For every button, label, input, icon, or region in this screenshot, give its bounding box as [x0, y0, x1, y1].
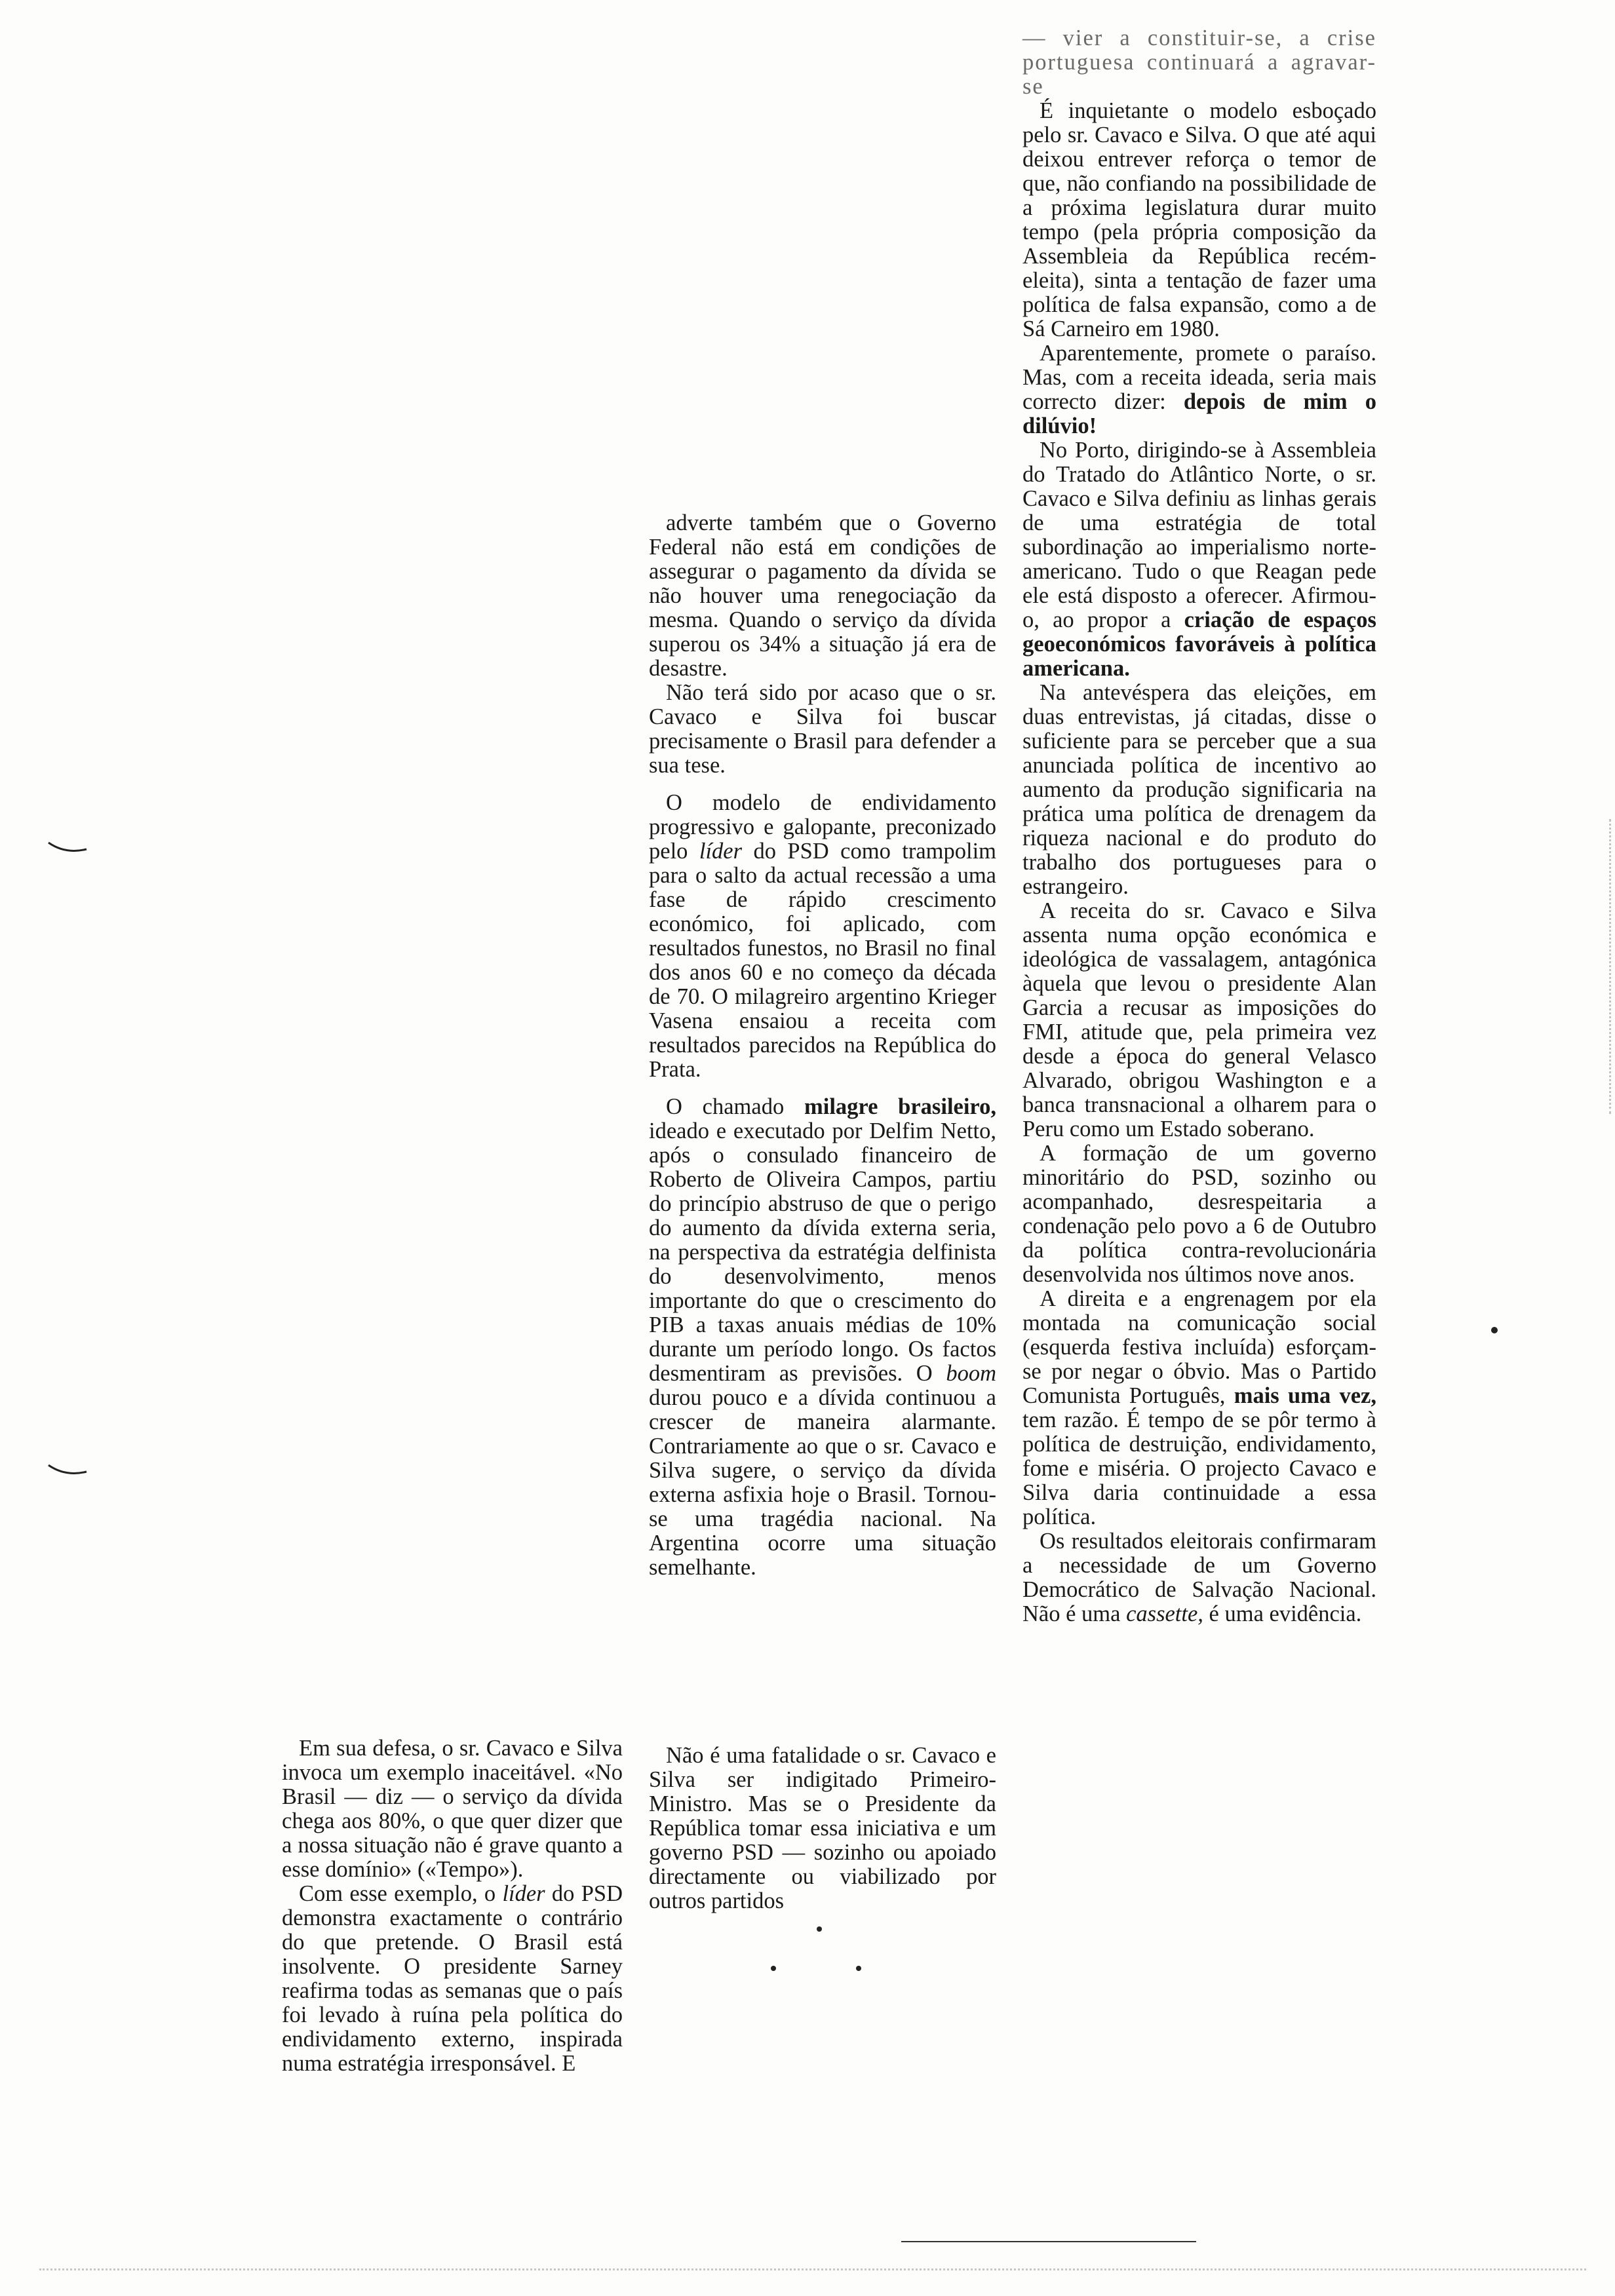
scan-speck — [1488, 1324, 1501, 1337]
paragraph: Os resultados eleitorais confirmaram a necessidade de um Governo Democrático de Salvação Nacional. Não é uma cassette, é uma evidência. — [1022, 1529, 1376, 1626]
paragraph: É inquietante o modelo esboçado pelo sr. Cavaco e Silva. O que até aqui deixou entrever reforça o temor de que, não confiando na possibilidade de a próxima legislatura durar muito tempo (pela própria composição da Assembleia da República recém-eleita), sinta a tentação de fazer uma política de falsa expansão, como a de Sá Carneiro em 1980. — [1022, 98, 1376, 341]
article-column-2 — [649, 511, 996, 1913]
scan-edge-noise — [1609, 819, 1613, 1114]
paragraph: Com esse exemplo, o líder do PSD demonstra exactamente o contrário do que pretende. O Brasil está insolvente. O presidente Sarney reafirma todas as semanas que o país foi levado à ruína pela política do endividamento externo, inspirada numa estratégia irresponsável. E — [282, 1881, 623, 2076]
paragraph: A formação de um governo minoritário do PSD, sozinho ou acompanhado, desrespeitaria a condenação pelo povo a 6 de Outubro da política contra-revolucionária desenvolvida nos últimos nove anos. — [1022, 1141, 1376, 1287]
paragraph: A receita do sr. Cavaco e Silva assenta numa opção económica e ideológica de vassalagem, antagónica àquela que levou o presidente Alan Garcia a recusar as imposições do FMI, atitude que, pela primeira vez desde a época do general Velasco Alvarado, obrigou Washington e a banca transnacional a olharem para o Peru como um Estado soberano. — [1022, 898, 1376, 1141]
section-separator-dots — [754, 1926, 885, 1985]
paragraph: Na antevéspera das eleições, em duas entrevistas, já citadas, disse o suficiente para se perceber que a sua anunciada política de incentivo ao aumento da produção significaria na prática uma política de drenagem da riqueza nacional e do produto do trabalho dos portugueses para o estrangeiro. — [1022, 680, 1376, 899]
paragraph: adverte também que o Governo Federal não está em condições de assegurar o pagamento da dívida se não houver uma renegociação da mesma. Quando o serviço da dívida superou os 34% a situação já era de desastre. — [649, 510, 996, 681]
paragraph: — vier a constituir-se, a crise portuguesa continuará a agravar-se — [1022, 26, 1376, 99]
paragraph: A direita e a engrenagem por ela montada na comunicação social (esquerda festiva incluída) esforçam-se por negar o óbvio. Mas o Partido Comunista Português, mais uma vez, tem razão. É tempo de se pôr termo à política de destruição, endividamento, fome e miséria. O projecto Cavaco e Silva daria continuidade a essa política. — [1022, 1286, 1376, 1529]
paragraph: Não é uma fatalidade o sr. Cavaco e Silva ser indigitado Primeiro-Ministro. Mas se o Presidente da República tomar essa iniciativa e um governo PSD — sozinho ou apoiado directamente ou viabilizado por outros partidos — [649, 1743, 996, 1913]
paragraph: No Porto, dirigindo-se à Assembleia do Tratado do Atlântico Norte, o sr. Cavaco e Silva definiu as linhas gerais de uma estratégia de total subordinação ao imperialismo norte-americano. Tudo o que Reagan pede ele está disposto a oferecer. Afirmou-o, ao propor a criação de espaços geoeconómicos favoráveis à política americana. — [1022, 438, 1376, 681]
article-column-1 — [282, 1736, 623, 2076]
scan-mark — [46, 1461, 92, 1481]
bottom-rule — [901, 2241, 1196, 2242]
scan-bottom-noise — [39, 2268, 1586, 2273]
article-column-3 — [1022, 26, 1376, 1626]
paragraph: O modelo de endividamento progressivo e galopante, preconizado pelo líder do PSD como trampolim para o salto da actual recessão a uma fase de rápido crescimento económico, foi aplicado, com resultados funestos, no Brasil no final dos anos 60 e no começo da década de 70. O milagreiro argentino Krieger Vasena ensaiou a receita com resultados parecidos na República do Prata. — [649, 790, 996, 1082]
paragraph: Aparentemente, promete o paraíso. Mas, com a receita ideada, seria mais correcto dizer: depois de mim o dilúvio! — [1022, 341, 1377, 438]
paragraph: Em sua defesa, o sr. Cavaco e Silva invoca um exemplo inaceitável. «No Brasil — diz — o serviço da dívida chega aos 80%, o que quer dizer que a nossa situação não é grave quanto a esse domínio» («Tempo»). — [282, 1736, 623, 1882]
paragraph: Não terá sido por acaso que o sr. Cavaco e Silva foi buscar precisamente o Brasil para defender a sua tese. — [649, 680, 996, 778]
scan-mark — [46, 839, 92, 858]
paragraph: O chamado milagre brasileiro, ideado e executado por Delfim Netto, após o consulado financeiro de Roberto de Oliveira Campos, partiu do princípio abstruso de que o perigo do aumento da dívida externa seria, na perspectiva da estratégia delfinista do desenvolvimento, menos importante do que o crescimento do PIB a taxas anuais médias de 10% durante um período longo. Os factos desmentiram as previsões. O boom durou pouco e a dívida continuou a crescer de maneira alarmante. Contrariamente ao que o sr. Cavaco e Silva sugere, o serviço da dívida externa asfixia hoje o Brasil. Tornou-se uma tragédia nacional. Na Argentina ocorre uma situação semelhante. — [649, 1094, 996, 1580]
